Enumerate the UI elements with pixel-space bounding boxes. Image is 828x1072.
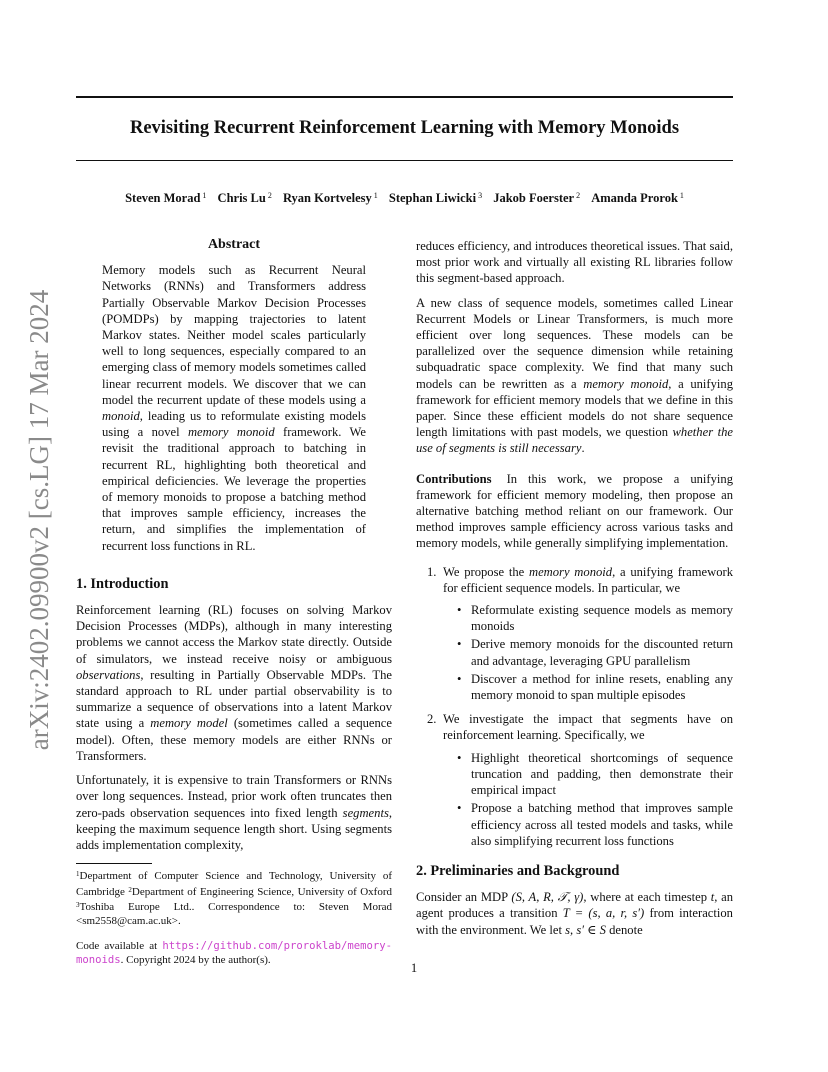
contributions-list <box>416 564 733 849</box>
bullet-item: • Propose a batching method that improves sample efficiency across all tested models and tasks, while also simplifying recurrent loss functions <box>443 800 733 849</box>
page-number: 1 <box>410 961 418 975</box>
author: Amanda Prorok $^1$ <box>591 191 684 205</box>
section-heading-introduction: 1. Introduction <box>76 575 169 592</box>
author: Ryan Kortvelesy $^1$ <box>282 191 378 205</box>
author-list <box>76 191 733 206</box>
preliminaries-paragraph: Consider an MDP (S, A, R, 𝒯, γ), where at each timestep t, an agent produces a transition T = (s, a, r, s′) from interaction with the environment. We let s, s′ ∈ S denote <box>416 890 734 937</box>
intro-paragraph: reduces efficiency, and introduces theoretical issues. That said, most prior work and virtually all existing RL libraries follow this segment-based approach. <box>416 239 733 286</box>
bullet-list <box>443 602 733 703</box>
abstract-text: Memory models such as Recurrent Neural Networks (RNNs) and Transformers address Partially Observable Markov Decision Processes (POMDPs) by mapping trajectories to latent Markov states. Neither model scales particularly well to long sequences, especially compared to an emerging class of memory models sometimes called linear recurrent models. We discover that we can model the recurrent update of these models using a monoid, leading us to reformulate existing models using a novel memory monoid framework. We revisit the traditional approach to batching in recurrent RL, highlighting both theoretical and empirical deficiencies. We leverage the properties of memory monoids to propose a batching method that improves sample efficiency, increases the return, and simplifies the implementation of recurrent loss functions in RL. <box>102 263 367 553</box>
abstract-heading: Abstract <box>207 237 261 252</box>
code-repository-link[interactable]: https://github.com/proroklab/memory-monoids <box>76 940 392 967</box>
contributions-heading: Contributions <box>416 471 492 486</box>
section-heading-preliminaries: 2. Preliminaries and Background <box>416 862 620 879</box>
author: Chris Lu $^2$ <box>217 191 272 205</box>
arxiv-stamp: arXiv:2402.09900v2 [cs.LG] 17 Mar 2024 <box>24 289 54 751</box>
intro-paragraph: Reinforcement learning (RL) focuses on solving Markov Decision Processes (MDPs), although in many interesting problems we cannot access the Markov state directly. Outside of simulators, we instead receive noisy or ambiguous observations, resulting in Partially Observable MDPs. The standard approach to RL under partial observability is to summarize a sequence of observations into a latent Markov state using a memory model (sometimes called a sequence model). Often, these memory models are either RNNs or Transformers. <box>76 603 392 763</box>
right-column <box>416 238 733 946</box>
author: Jakob Foerster $^2$ <box>493 191 581 205</box>
author: Stephan Liwicki $^3$ <box>388 191 483 205</box>
footnote-rule <box>76 863 152 864</box>
contributions-paragraph: Contributions In this work, we propose a unifying framework for efficient memory modeling, then propose an alternative batching method reliant on our framework. Our method improves sample efficiency across various tasks and memory models, while generally simplifying implementation. <box>416 471 733 551</box>
title-bottom-rule <box>76 160 733 161</box>
paper-title: Revisiting Recurrent Reinforcement Learning with Memory Monoids <box>129 118 680 138</box>
bullet-item: • Highlight theoretical shortcomings of sequence truncation and padding, then demonstrate their empirical impact <box>443 750 733 799</box>
list-item: 1. We propose the memory monoid, a unifying framework for efficient sequence models. In particular, we • Reformulate existing sequence models as memory monoids • Derive memory monoids for the discounted return and advantage, leveraging GPU parallelism • Discover a method for inline resets, enabling any memory monoid to span multiple episodes <box>416 564 733 704</box>
bullet-item: • Reformulate existing sequence models as memory monoids <box>443 602 733 634</box>
intro-paragraph: Unfortunately, it is expensive to train Transformers or RNNs over long sequences. Instead, prior work often truncates then zero-pads observation sequences into fixed length segments, keeping the maximum sequence length short. Using segments adds implementation complexity, <box>76 773 392 852</box>
title-top-rule <box>76 96 733 98</box>
left-column <box>76 237 392 968</box>
bullet-item: • Derive memory monoids for the discounted return and advantage, leveraging GPU parallelism <box>443 636 733 668</box>
code-availability-note: Code available at https://github.com/proroklab/memory-monoids. Copyright 2024 by the author(s). <box>76 940 392 967</box>
bullet-item: • Discover a method for inline resets, enabling any memory monoid to span multiple episodes <box>443 671 733 703</box>
intro-paragraph: A new class of sequence models, sometimes called Linear Recurrent Models or Linear Transformers, is much more efficient over long sequences. These models can be parallelized over the sequence dimension while retaining subquadratic space complexity. We find that many such models can be rewritten as a memory monoid, a unifying framework for efficient memory models that we define in this paper. Since these efficient models do not share sequence length limitations with past models, we question whether the use of segments is still necessary. <box>416 295 734 456</box>
author: Steven Morad $^1$ <box>125 191 207 205</box>
affiliation-footnote: $^1$Department of Computer Science and Technology, University of Cambridge $^2$Department of Engineering Science, University of Oxford $^3$Toshiba Europe Ltd.. Correspondence to: Steven Morad <sm2558@cam.ac.uk>. <box>76 870 392 927</box>
bullet-list <box>443 750 733 849</box>
list-item: 2. We investigate the impact that segments have on reinforcement learning. Specifically, we • Highlight theoretical shortcomings of sequence truncation and padding, then demonstrate their empirical impact • Propose a batching method that improves sample efficiency across all tested models and tasks, while also simplifying recurrent loss functions <box>416 711 733 849</box>
